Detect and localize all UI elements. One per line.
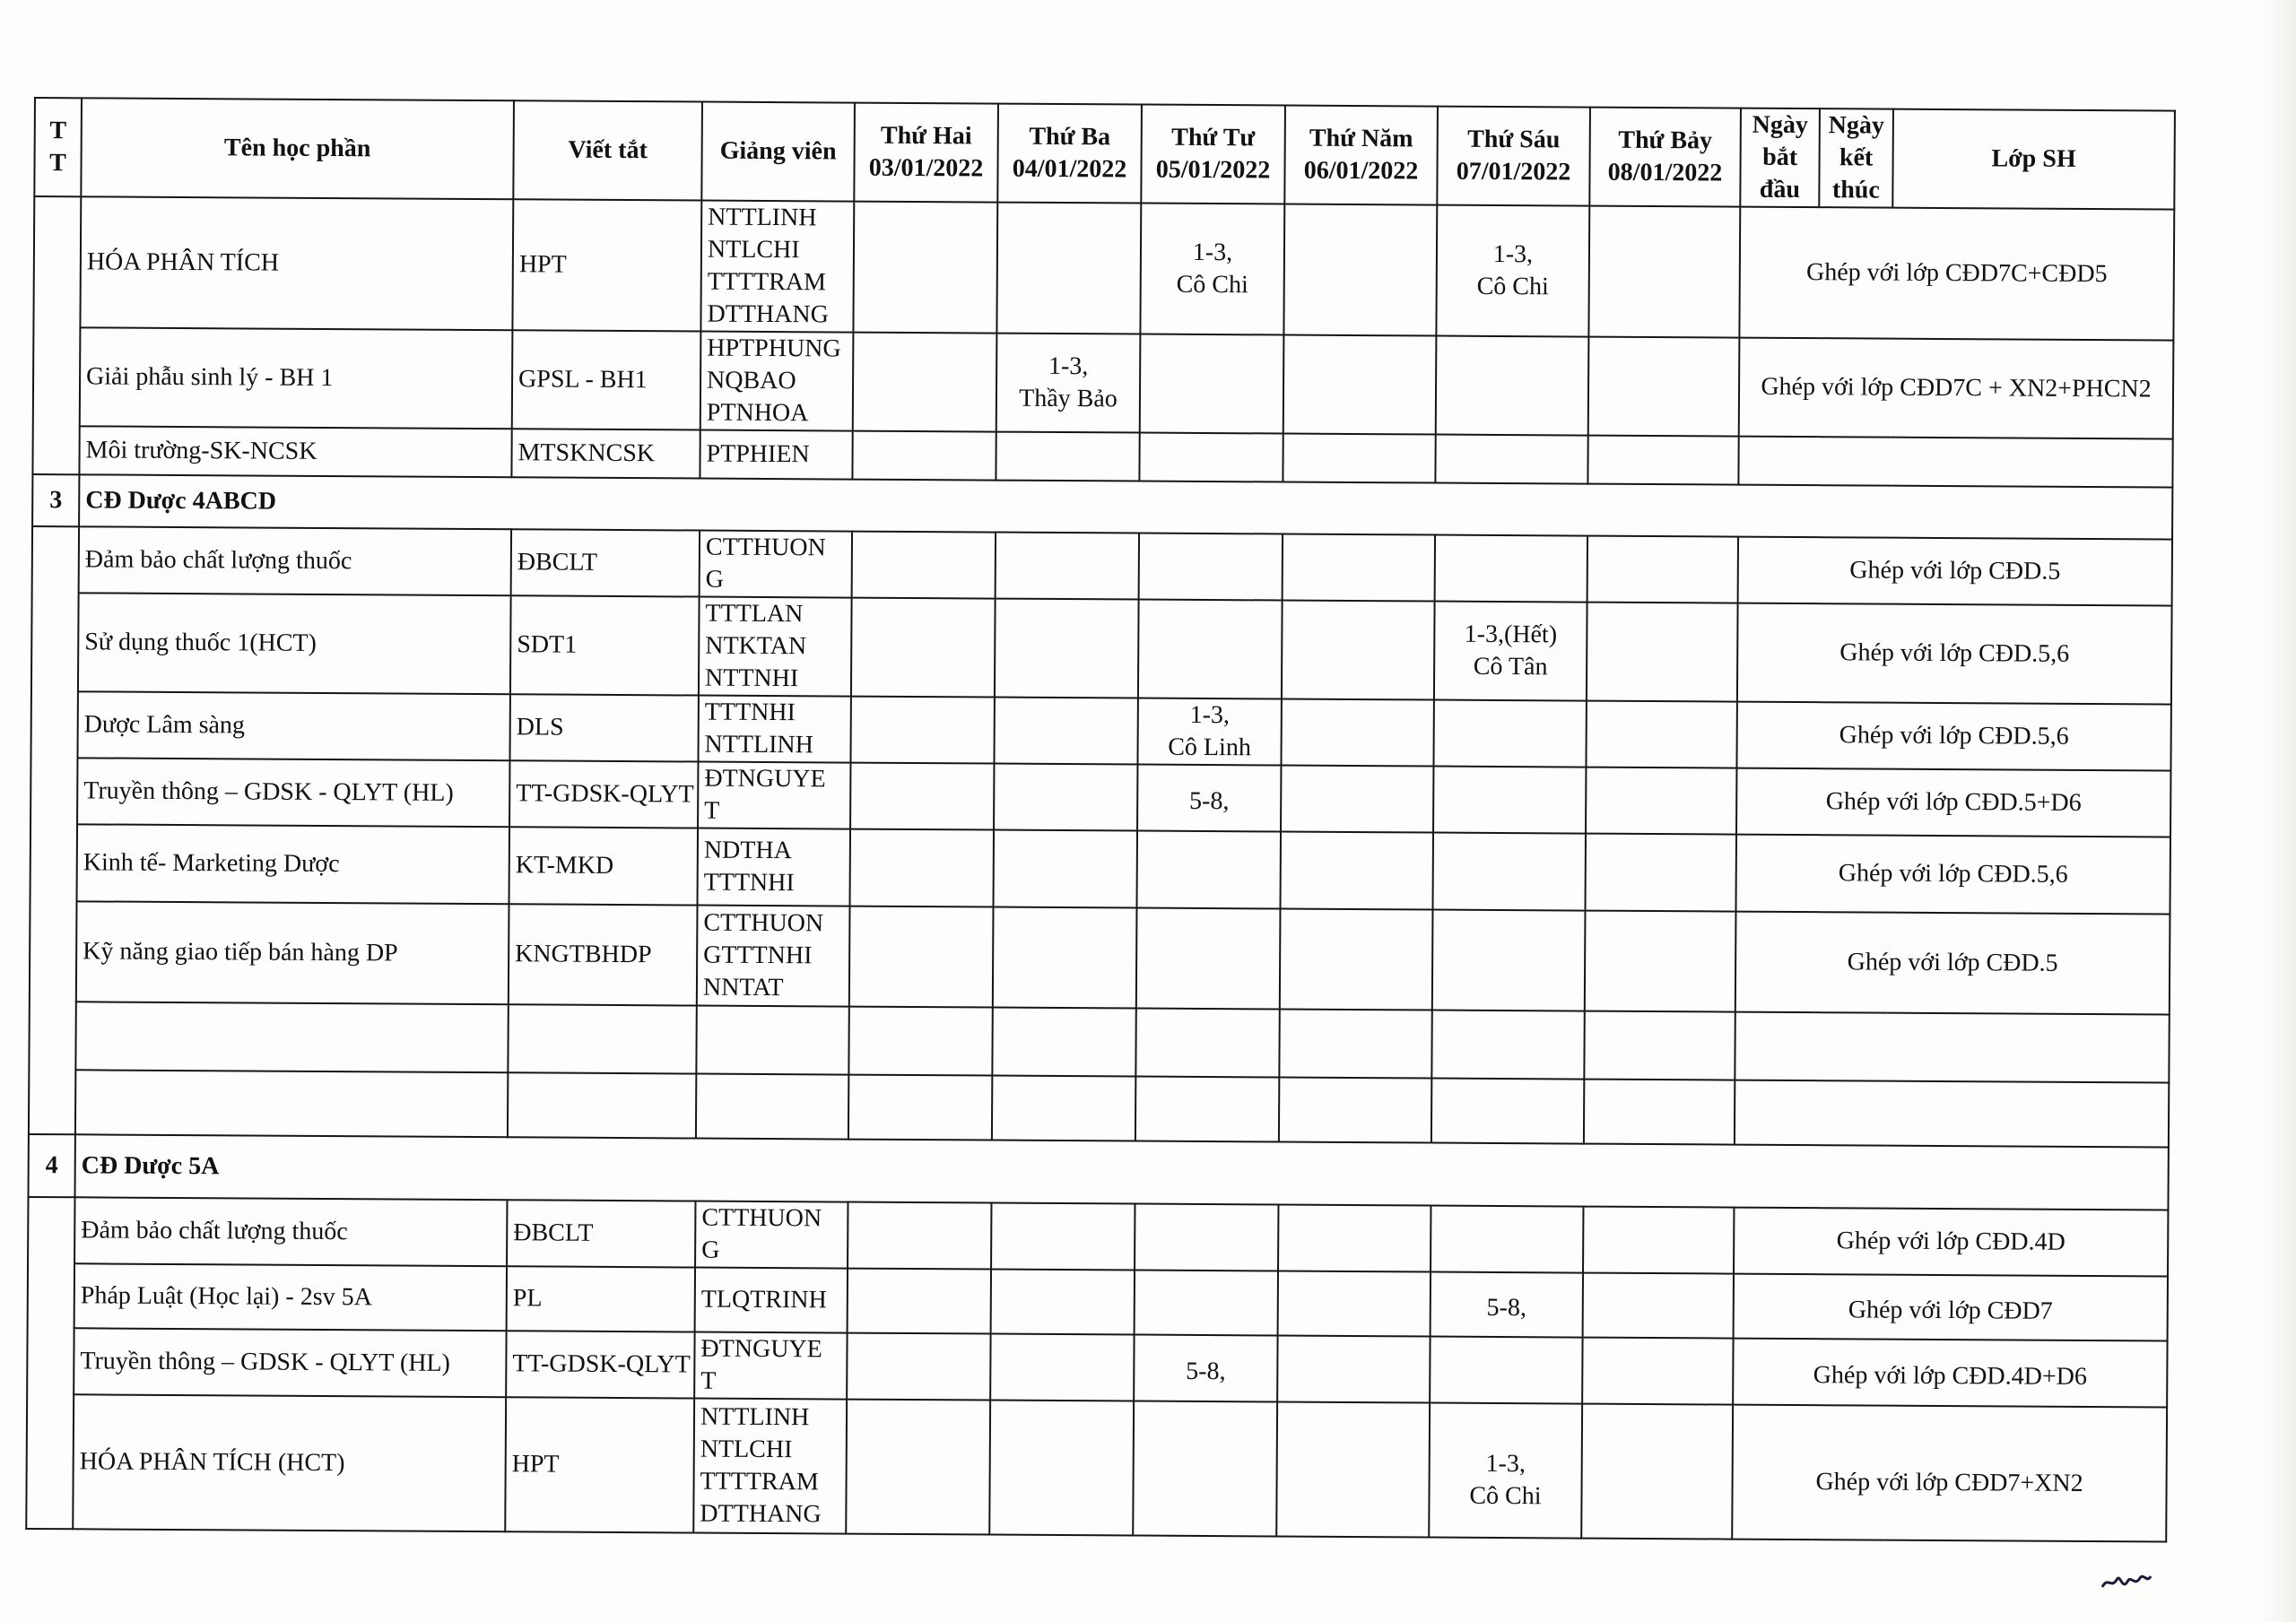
- lecturer-list: [700, 332, 854, 431]
- course-abbr: MTSKNCSK: [511, 429, 700, 478]
- day-name: Thứ Bảy: [1618, 126, 1713, 155]
- day-date: 03/01/2022: [868, 153, 984, 183]
- course-abbr: DLS: [509, 694, 698, 761]
- lecturer-code: TTTTRAM: [700, 1467, 819, 1496]
- class-note: Ghép với lớp CĐD.5: [1738, 537, 2172, 606]
- session-thu: [1283, 534, 1435, 602]
- empty-cell: [1584, 1011, 1735, 1080]
- session-teacher: Cô Linh: [1168, 733, 1251, 762]
- lecturer-list: [695, 1201, 848, 1269]
- session-fri: [1432, 910, 1586, 1011]
- header-class: Lớp SH: [1892, 109, 2175, 210]
- session-fri: [1436, 205, 1589, 337]
- lecturer-code: GTTTNHI: [703, 941, 813, 970]
- session-thu: [1282, 601, 1435, 700]
- course-name: Kinh tế- Marketing Dược: [77, 824, 510, 904]
- class-note: Ghép với lớp CĐD7: [1734, 1274, 2168, 1341]
- class-note: Ghép với lớp CĐD.5: [1735, 912, 2170, 1015]
- class-note: Ghép với lớp CĐD7C + XN2+PHCN2: [1739, 338, 2174, 439]
- lecturer-code: TTTTRAM: [707, 267, 827, 297]
- session-tue: [996, 334, 1141, 433]
- session-fri: [1432, 833, 1586, 911]
- session-tue: [993, 907, 1137, 1009]
- lecturer-code: NTTLINH: [704, 730, 813, 759]
- session-slot: [1595, 386, 1733, 387]
- session-teacher: [1004, 268, 1135, 269]
- lecturer-code: NTLCHI: [700, 1435, 793, 1464]
- day-date: 07/01/2022: [1456, 157, 1571, 186]
- session-mon: [853, 202, 997, 334]
- session-fri: [1435, 435, 1587, 484]
- session-fri: [1429, 1403, 1582, 1539]
- session-wed: [1140, 204, 1284, 335]
- session-wed: [1139, 433, 1283, 482]
- empty-cell: [848, 1007, 992, 1076]
- session-slot: [1291, 270, 1431, 271]
- session-slot: [1290, 385, 1430, 386]
- session-fri: [1431, 1206, 1583, 1273]
- header-start-date: Ngày bắt đầu: [1740, 108, 1820, 208]
- lecturer-code: NTKTAN: [705, 631, 807, 661]
- session-fri: [1430, 1337, 1582, 1404]
- session-sat: [1581, 1404, 1733, 1540]
- session-thu: [1278, 1204, 1431, 1271]
- empty-cell: [1431, 1010, 1584, 1080]
- lecturer-list: [698, 828, 851, 906]
- lecturer-code: NTTLINH: [708, 203, 817, 232]
- session-tue: [996, 533, 1139, 600]
- day-name: Thứ Sáu: [1467, 125, 1561, 154]
- session-teacher: [1146, 384, 1277, 385]
- session-mon: [848, 1202, 991, 1270]
- session-slot: [860, 267, 991, 268]
- session-wed: [1135, 1271, 1278, 1336]
- session-teacher: Cô Chi: [1469, 1481, 1542, 1511]
- empty-cell: [1279, 1010, 1431, 1079]
- session-teacher: Thầy Bảo: [1019, 384, 1118, 413]
- lecturer-code: HPTPHUNG: [707, 334, 841, 363]
- lecturer-list: [698, 696, 850, 763]
- lecturer-list: [700, 430, 852, 480]
- group-name: CĐ Dược 4ABCD: [79, 474, 2172, 539]
- lecturer-code: PTPHIEN: [706, 439, 810, 469]
- course-abbr: KNGTBHDP: [509, 904, 698, 1005]
- session-sat: [1586, 701, 1736, 768]
- session-slot: 5-8,: [1188, 786, 1230, 816]
- session-fri: [1434, 602, 1587, 701]
- empty-cell: [1735, 1012, 2169, 1083]
- session-slot: 5-8,: [1186, 1357, 1226, 1386]
- session-sat: [1587, 536, 1738, 603]
- session-mon: [850, 763, 994, 830]
- session-tue: [994, 830, 1138, 908]
- empty-row: [29, 1002, 2169, 1083]
- group-number: 3: [32, 474, 79, 526]
- lecturer-code: TTTNHI: [704, 698, 796, 727]
- session-slot: 1-3,: [1485, 1449, 1526, 1479]
- session-fri: [1433, 767, 1586, 834]
- group-number: 4: [29, 1134, 75, 1197]
- session-slot: 1-3,: [1189, 700, 1231, 730]
- class-note: Ghép với lớp CĐD.5,6: [1736, 702, 2170, 771]
- lecturer-code: CTTHUON: [705, 533, 826, 562]
- page-edge: [2260, 0, 2296, 1622]
- course-name: Truyền thông – GDSK - QLYT (HL): [74, 1328, 506, 1397]
- session-wed: [1137, 765, 1281, 832]
- header-abbr: Viết tắt: [513, 100, 702, 200]
- session-wed: [1139, 533, 1283, 601]
- course-name: Truyền thông – GDSK - QLYT (HL): [77, 758, 509, 827]
- lecturer-list: [697, 906, 850, 1007]
- session-fri: [1435, 535, 1587, 603]
- course-name: Pháp Luật (Học lại) - 2sv 5A: [74, 1263, 507, 1331]
- lecturer-code: TTTLAN: [705, 599, 804, 629]
- course-abbr: HPT: [505, 1397, 694, 1532]
- session-teacher: [1596, 272, 1734, 273]
- lecturer-code: CTTHUON: [701, 1203, 822, 1233]
- class-note: Ghép với lớp CĐD.5,6: [1737, 603, 2172, 705]
- session-mon: [852, 431, 996, 481]
- session-mon: [851, 598, 996, 698]
- course-row: [31, 593, 2172, 705]
- class-note: [1738, 437, 2172, 488]
- class-note: Ghép với lớp CĐD.5,6: [1735, 835, 2170, 915]
- empty-cell: [508, 1072, 696, 1138]
- session-tue: [989, 1401, 1134, 1536]
- session-fri: [1431, 1272, 1583, 1338]
- lecturer-code: NDTHA: [703, 836, 792, 865]
- session-thu: [1281, 766, 1433, 833]
- session-wed: [1138, 600, 1283, 699]
- lecturer-code: ĐTNGUYE: [704, 764, 826, 794]
- group-number-cell: [29, 526, 79, 1134]
- header-day-sat: [1589, 108, 1741, 207]
- session-wed: [1136, 831, 1281, 909]
- class-note: Ghép với lớp CĐD7C+CĐD5: [1739, 207, 2174, 341]
- header-day-wed: [1141, 105, 1285, 204]
- lecturer-list: [700, 531, 852, 598]
- session-teacher: [1595, 386, 1733, 387]
- session-sat: [1585, 911, 1736, 1012]
- course-name: HÓA PHÂN TÍCH: [80, 196, 513, 330]
- course-row: [30, 824, 2170, 915]
- lecturer-code: ĐTNGUYE: [700, 1334, 822, 1364]
- empty-cell: [1584, 1080, 1735, 1145]
- empty-cell: [1431, 1079, 1584, 1144]
- day-date: 04/01/2022: [1012, 154, 1127, 184]
- course-abbr: TT-GDSK-QLYT: [506, 1331, 694, 1398]
- empty-cell: [508, 1004, 696, 1073]
- day-name: Thứ Năm: [1309, 124, 1413, 153]
- session-slot: [1596, 272, 1734, 273]
- day-name: Thứ Tư: [1171, 123, 1256, 152]
- session-sat: [1583, 1207, 1734, 1274]
- header-course: Tên học phần: [81, 98, 514, 199]
- header-tt: T T: [34, 98, 82, 196]
- day-name: Thứ Hai: [880, 121, 972, 151]
- header-lecturer: Giảng viên: [701, 102, 855, 202]
- session-wed: [1133, 1401, 1277, 1537]
- session-mon: [853, 333, 997, 432]
- session-wed: [1134, 1335, 1277, 1402]
- empty-cell: [1735, 1080, 2169, 1148]
- session-fri: [1436, 336, 1589, 436]
- session-tue: [996, 203, 1141, 334]
- header-end-date: Ngày kết thúc: [1819, 108, 1893, 207]
- session-mon: [850, 697, 994, 764]
- lecturer-code: NTTNHI: [704, 664, 799, 693]
- lecturer-list: [699, 597, 852, 697]
- header-day-fri: [1437, 107, 1590, 206]
- lecturer-code: TTTNHI: [703, 868, 795, 898]
- class-note: Ghép với lớp CĐD.4D+D6: [1733, 1339, 2167, 1408]
- session-teacher: Cô Chi: [1176, 270, 1248, 299]
- session-mon: [847, 1333, 990, 1401]
- course-name: Dược Lâm sàng: [77, 691, 509, 760]
- session-tue: [996, 432, 1139, 481]
- session-thu: [1283, 434, 1435, 483]
- schedule-table: [25, 97, 2176, 1543]
- header-day-mon: [854, 103, 998, 203]
- header-row: [34, 98, 2175, 210]
- session-slot: 1-3,: [1492, 239, 1534, 269]
- class-note: Ghép với lớp CĐD.5+D6: [1736, 768, 2170, 837]
- session-thu: [1283, 335, 1437, 435]
- session-thu: [1277, 1335, 1430, 1402]
- course-name: Giải phẫu sinh lý - BH 1: [80, 327, 513, 429]
- session-sat: [1587, 436, 1738, 485]
- course-name: HÓA PHÂN TÍCH (HCT): [73, 1394, 506, 1531]
- course-name: Đảm bảo chất lượng thuốc: [74, 1197, 507, 1266]
- lecturer-code: NNTAT: [702, 973, 784, 1002]
- empty-cell: [992, 1076, 1135, 1141]
- session-sat: [1588, 206, 1740, 338]
- lecturer-code: CTTHUON: [703, 908, 824, 938]
- session-thu: [1281, 699, 1433, 767]
- course-name: Môi trường-SK-NCSK: [79, 426, 511, 477]
- group-number-cell: [26, 1197, 74, 1529]
- session-teacher: [859, 382, 990, 383]
- course-abbr: SDT1: [510, 595, 700, 695]
- group-number-cell: [32, 196, 81, 474]
- session-slot: [859, 382, 990, 383]
- lecturer-code: NQBAO: [706, 366, 796, 395]
- lecturer-list: [694, 1332, 847, 1400]
- empty-cell: [75, 1070, 508, 1137]
- lecturer-list: [695, 1268, 848, 1333]
- empty-cell: [696, 1074, 848, 1140]
- signature-mark: [2099, 1560, 2152, 1596]
- session-slot: [1146, 384, 1277, 385]
- course-row: [30, 901, 2170, 1015]
- day-date: 08/01/2022: [1607, 158, 1723, 187]
- session-sat: [1582, 1338, 1733, 1405]
- empty-cell: [696, 1006, 848, 1075]
- session-tue: [994, 764, 1137, 831]
- course-abbr: GPSL - BH1: [512, 330, 701, 429]
- session-mon: [849, 906, 994, 1008]
- course-row: [26, 1394, 2167, 1542]
- day-date: 05/01/2022: [1155, 155, 1271, 185]
- course-abbr: ĐBCLT: [507, 1200, 695, 1267]
- session-slot: 5-8,: [1486, 1293, 1527, 1323]
- session-teacher: [1291, 270, 1431, 271]
- lecturer-code: DTTHANG: [700, 1499, 822, 1529]
- session-thu: [1276, 1401, 1430, 1537]
- day-date: 06/01/2022: [1303, 156, 1419, 186]
- session-sat: [1586, 768, 1736, 835]
- session-slot: 1-3,: [1192, 238, 1233, 267]
- session-thu: [1280, 832, 1433, 910]
- course-abbr: KT-MKD: [509, 827, 699, 905]
- session-sat: [1588, 337, 1740, 437]
- session-fri: [1433, 700, 1586, 768]
- lecturer-code: NTLCHI: [707, 235, 800, 265]
- empty-cell: [992, 1008, 1135, 1077]
- session-thu: [1283, 204, 1437, 336]
- lecturer-list: [700, 201, 854, 333]
- session-tue: [995, 599, 1139, 698]
- schedule-sheet: [25, 97, 2174, 1545]
- course-abbr: TT-GDSK-QLYT: [509, 760, 698, 828]
- lecturer-list: [698, 762, 850, 829]
- empty-cell: [75, 1002, 508, 1072]
- course-row: [33, 327, 2174, 439]
- session-mon: [846, 1400, 990, 1535]
- session-sat: [1585, 834, 1736, 912]
- group-name: CĐ Dược 5A: [75, 1134, 2169, 1210]
- session-tue: [994, 698, 1137, 765]
- session-thu: [1280, 909, 1433, 1010]
- session-tue: [990, 1334, 1134, 1401]
- lecturer-code: PTNHOA: [706, 398, 809, 428]
- header-day-tue: [997, 104, 1142, 204]
- lecturer-code: TLQTRINH: [700, 1285, 827, 1314]
- course-name: Kỹ năng giao tiếp bán hàng DP: [76, 901, 509, 1004]
- course-name: Đảm bảo chất lượng thuốc: [79, 526, 511, 595]
- session-slot: 1-3,: [1048, 351, 1089, 381]
- session-teacher: Cô Tân: [1473, 652, 1548, 681]
- session-teacher: [860, 267, 991, 268]
- session-tue: [991, 1270, 1135, 1335]
- course-name: Sử dụng thuốc 1(HCT): [78, 593, 511, 694]
- session-wed: [1136, 908, 1281, 1010]
- session-wed: [1135, 1204, 1278, 1271]
- day-name: Thứ Ba: [1029, 122, 1111, 152]
- session-sat: [1587, 603, 1738, 702]
- class-note: Ghép với lớp CĐD7+XN2: [1732, 1405, 2167, 1542]
- empty-cell: [1135, 1009, 1279, 1078]
- session-wed: [1140, 334, 1284, 434]
- session-sat: [1583, 1273, 1734, 1339]
- empty-cell: [1135, 1077, 1279, 1142]
- session-wed: [1137, 698, 1281, 766]
- class-note: Ghép với lớp CĐD.4D: [1734, 1208, 2168, 1277]
- session-slot: [1004, 268, 1135, 269]
- session-slot: 1-3,(Hết): [1464, 620, 1558, 649]
- header-day-thu: [1284, 106, 1438, 205]
- lecturer-code: NTTLINH: [700, 1402, 810, 1432]
- lecturer-code: G: [701, 1236, 720, 1264]
- empty-cell: [1279, 1078, 1431, 1143]
- session-mon: [852, 532, 996, 599]
- empty-cell: [848, 1075, 992, 1141]
- course-row: [33, 196, 2174, 341]
- lecturer-code: DTTHANG: [707, 299, 829, 329]
- session-teacher: [1290, 385, 1430, 386]
- course-abbr: PL: [507, 1266, 695, 1331]
- lecturer-code: T: [700, 1366, 717, 1395]
- session-tue: [991, 1203, 1135, 1271]
- session-mon: [848, 1269, 991, 1334]
- session-teacher: Cô Chi: [1476, 272, 1549, 301]
- lecturer-code: G: [705, 565, 725, 594]
- session-mon: [850, 829, 995, 907]
- course-abbr: ĐBCLT: [511, 529, 700, 596]
- lecturer-code: T: [704, 796, 720, 825]
- course-abbr: HPT: [512, 199, 701, 331]
- lecturer-list: [693, 1399, 847, 1534]
- session-thu: [1278, 1271, 1431, 1336]
